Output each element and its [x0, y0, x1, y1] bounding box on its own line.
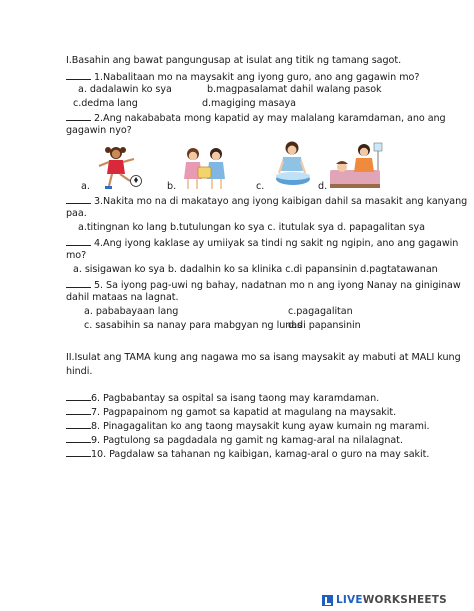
child-kicking-ball-image[interactable] — [92, 143, 144, 191]
section2-heading-cont: hindi. — [66, 366, 93, 377]
q1-choice-d: d.magiging masaya — [202, 98, 296, 109]
q2-choice-b-label: b. — [167, 181, 177, 192]
question-2-text: 2.Ang nakababata mong kapatid ay may malalang karamdaman, ano ang — [94, 113, 446, 124]
q4-choices: a. sisigawan ko sya b. dadalhin ko sa klinika c.di papansinin d.pagtatawanan — [73, 264, 438, 275]
q1-choice-b: b.magpasalamat dahil walang pasok — [207, 84, 382, 95]
answer-blank-1[interactable] — [66, 70, 91, 80]
question-4-text-cont: mo? — [66, 250, 87, 261]
answer-blank-10[interactable] — [66, 447, 91, 457]
list-item — [66, 391, 379, 405]
item-6-text: 6. Pagbabantay sa ospital sa isang taong may karamdaman. — [91, 393, 380, 404]
question-2-text-cont: gagawin nyo? — [66, 125, 132, 136]
list-item — [66, 447, 429, 461]
q2-choice-c-label: c. — [256, 181, 265, 192]
question-5-text: 5. Sa iyong pag-uwi ng bahay, nadatnan mo n ang iyong Nanay na giniginaw — [94, 280, 461, 291]
answer-blank-2[interactable] — [66, 111, 91, 121]
answer-blank-4[interactable] — [66, 236, 91, 246]
list-item — [66, 405, 396, 419]
list-item — [66, 433, 403, 447]
item-10-text: 10. Pagdalaw sa tahanan ng kaibigan, kamag-aral o guro na may sakit. — [91, 449, 430, 460]
question-1-text: 1.Nabalitaan mo na maysakit ang iyong guro, ano ang gagawin mo? — [94, 72, 420, 83]
question-1 — [66, 70, 419, 84]
q5-choice-d: d.di papansinin — [288, 320, 361, 331]
q1-choice-a: a. dadalawin ko sya — [78, 84, 172, 95]
section1-heading: I.Basahin ang bawat pangungusap at isulat ang titik ng tamang sagot. — [66, 55, 402, 66]
question-3-text-cont: paa. — [66, 208, 87, 219]
item-7-text: 7. Pagpapainom ng gamot sa kapatid at magulang na maysakit. — [91, 407, 397, 418]
item-8-text: 8. Pinagagalitan ko ang taong maysakit kung ayaw kumain ng marami. — [91, 421, 430, 432]
question-5 — [66, 278, 461, 292]
question-3-text: 3.Nakita mo na di makatayo ang iyong kaibigan dahil sa masakit ang kanyang — [94, 196, 468, 207]
answer-blank-5[interactable] — [66, 278, 91, 288]
list-item — [66, 419, 430, 433]
question-4 — [66, 236, 458, 250]
logo-text-worksheets: WORKSHEETS — [362, 594, 447, 606]
child-washing-image[interactable] — [268, 138, 320, 190]
q3-choices: a.titingnan ko lang b.tutulungan ko sya c. itutulak sya d. papagalitan sya — [78, 222, 425, 233]
question-3 — [66, 194, 467, 208]
logo-text-live: LIVE — [336, 594, 363, 606]
question-4-text: 4.Ang iyong kaklase ay umiiyak sa tindi ng sakit ng ngipin, ano ang gagawin — [94, 238, 459, 249]
section2-heading: II.Isulat ang TAMA kung ang nagawa mo sa isang maysakit ay mabuti at MALI kung — [66, 352, 461, 363]
q5-choice-c: c.pagagalitan — [288, 306, 353, 317]
answer-blank-3[interactable] — [66, 194, 91, 204]
answer-blank-9[interactable] — [66, 433, 91, 443]
q2-choice-d-label: d. — [318, 181, 328, 192]
q2-choice-a-label: a. — [81, 181, 90, 192]
answer-blank-7[interactable] — [66, 405, 91, 415]
item-9-text: 9. Pagtulong sa pagdadala ng gamit ng kamag-aral na nilalagnat. — [91, 435, 403, 446]
answer-blank-8[interactable] — [66, 419, 91, 429]
q5-choice-a: a. pababayaan lang — [84, 306, 179, 317]
liveworksheets-logo-icon — [322, 595, 333, 606]
q5-choice-b: c. sasabihin sa nanay para mabgyan ng lunas — [84, 320, 303, 331]
q1-choice-c: c.dedma lang — [73, 98, 138, 109]
answer-blank-6[interactable] — [66, 391, 91, 401]
children-caring-image[interactable] — [176, 143, 234, 191]
question-2 — [66, 111, 446, 125]
sick-child-in-bed-image[interactable] — [328, 140, 384, 192]
liveworksheets-logo[interactable] — [322, 593, 447, 607]
question-5-text-cont: dahil mataas na lagnat. — [66, 292, 179, 303]
